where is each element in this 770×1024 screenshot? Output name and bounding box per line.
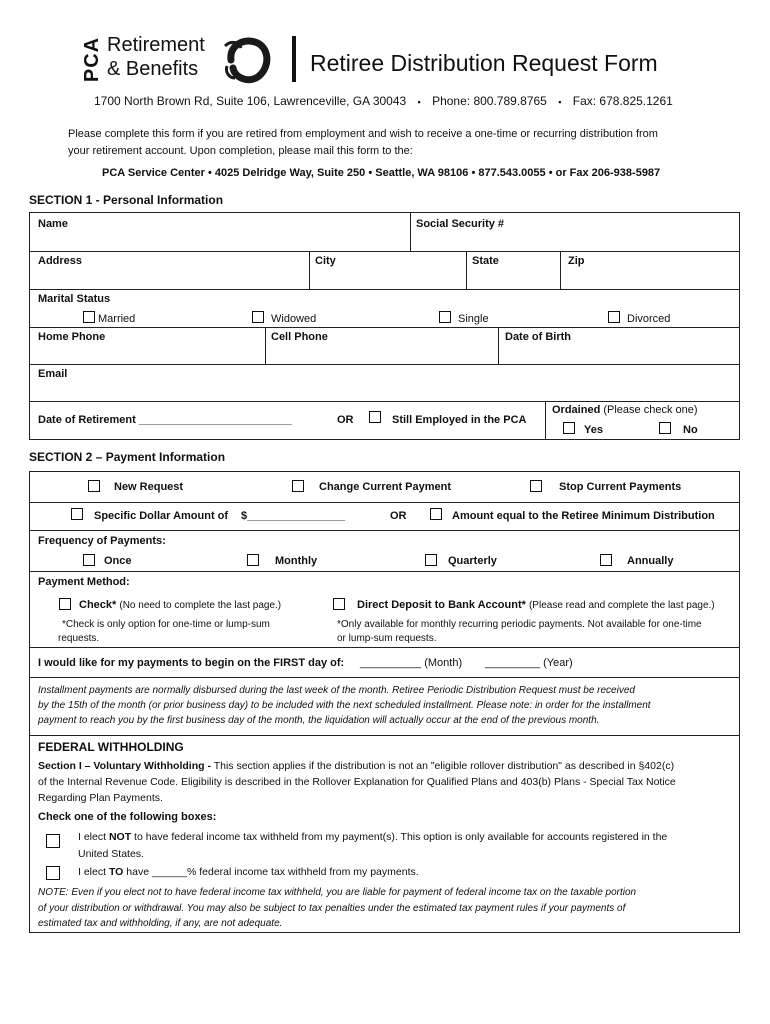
label-once: Once — [104, 555, 132, 567]
checkbox-monthly[interactable] — [247, 554, 259, 566]
opt1-post: to have federal income tax withheld from my payment(s). This option is only available for accounts registered in the — [131, 831, 668, 843]
label-direct-deposit — [357, 599, 715, 611]
checkbox-divorced[interactable] — [608, 311, 620, 323]
checkbox-elect-not-withhold[interactable] — [46, 834, 60, 848]
checkbox-direct-deposit[interactable] — [333, 598, 345, 610]
checkbox-single[interactable] — [439, 311, 451, 323]
label-ssn: Social Security # — [416, 218, 505, 230]
label-or: OR — [337, 414, 354, 426]
opt2-to: TO — [108, 866, 124, 878]
section1-heading: SECTION 1 - Personal Information — [29, 193, 224, 207]
label-stop-current: Stop Current Payments — [559, 481, 682, 493]
contact-phone: Phone: 800.789.8765 — [432, 94, 547, 108]
label-rmd: Amount equal to the Retiree Minimum Distribution — [452, 510, 715, 522]
input-state[interactable] — [468, 268, 558, 288]
input-ssn[interactable] — [412, 230, 738, 250]
label-address: Address — [38, 255, 83, 267]
label-marital-status: Marital Status — [38, 293, 111, 305]
label-divorced: Divorced — [627, 313, 671, 325]
federal-section1-line1 — [38, 760, 674, 772]
section2-heading: SECTION 2 – Payment Information — [29, 450, 226, 464]
federal-section1-line3: Regarding Plan Payments. — [38, 792, 163, 804]
input-dob[interactable] — [500, 344, 738, 363]
dd-footnote-line2: or lump-sum requests. — [337, 633, 437, 644]
dd-footnote-line1: *Only available for monthly recurring periodic payments. Not available for one-time — [337, 619, 702, 630]
mail-to-address: PCA Service Center • 4025 Delridge Way, Suite 250 • Seattle, WA 98106 • 877.543.0055 • or Fax 206-938-5987 — [102, 167, 661, 179]
contact-line — [94, 94, 673, 108]
checkbox-still-employed[interactable] — [369, 411, 381, 423]
option-not-withhold-line1 — [78, 831, 667, 843]
federal-section1-text1: This section applies if the distribution is not an "eligible rollover distribution" as described in §402(c) — [213, 760, 675, 772]
check-footnote-line2: requests. — [58, 633, 100, 644]
federal-section1-line2: of the Internal Revenue Code. Eligibility is described in the Rollover Explanation for Qualified Plans and 403(b) Plans - Special Tax Notice — [38, 776, 676, 788]
installment-note-line1: Installment payments are normally disbursed during the last week of the month. Retiree Periodic Distribution Request must be received — [38, 685, 635, 696]
input-home-phone[interactable] — [30, 344, 263, 363]
federal-section1-title: Section I – Voluntary Withholding - — [38, 760, 211, 772]
input-zip[interactable] — [562, 268, 738, 288]
label-state: State — [472, 255, 499, 267]
contact-separator: ▪ — [417, 97, 421, 107]
checkbox-check[interactable] — [59, 598, 71, 610]
label-date-of-retirement: Date of Retirement _________________________ — [38, 414, 292, 426]
label-dd-note: (Please read and complete the last page.) — [528, 600, 715, 611]
checkbox-elect-withhold[interactable] — [46, 866, 60, 880]
label-frequency: Frequency of Payments: — [38, 535, 166, 547]
label-check — [79, 599, 281, 611]
label-still-employed: Still Employed in the PCA — [392, 414, 527, 426]
federal-heading: FEDERAL WITHHOLDING — [38, 740, 184, 754]
checkbox-ordained-yes[interactable] — [563, 422, 575, 434]
input-dollar-amount[interactable]: $________________ — [241, 510, 346, 522]
form-title: Retiree Distribution Request Form — [310, 50, 658, 76]
label-dob: Date of Birth — [505, 331, 571, 343]
input-name[interactable] — [30, 230, 408, 250]
label-change-current: Change Current Payment — [319, 481, 452, 493]
checkbox-rmd[interactable] — [430, 508, 442, 520]
label-quarterly: Quarterly — [448, 555, 497, 567]
logo — [80, 34, 280, 84]
label-city: City — [315, 255, 336, 267]
label-begin: I would like for my payments to begin on the FIRST day of: — [38, 657, 345, 669]
check-footnote-line1: *Check is only option for one-time or lump-sum — [62, 619, 270, 630]
label-widowed: Widowed — [271, 313, 317, 325]
header-divider — [292, 36, 296, 82]
label-check-note: (No need to complete the last page.) — [119, 600, 282, 611]
label-email: Email — [38, 368, 68, 380]
input-city[interactable] — [311, 268, 464, 288]
intro-text-line1: Please complete this form if you are retired from employment and wish to receive a one-time or recurring distribution from — [68, 128, 658, 140]
label-home-phone: Home Phone — [38, 331, 106, 343]
label-ordained — [552, 404, 698, 416]
logo-name-line2: & Benefits — [107, 58, 199, 80]
opt2-pre: I elect — [78, 866, 109, 878]
label-yes: Yes — [584, 424, 603, 436]
checkbox-specific-dollar[interactable] — [71, 508, 83, 520]
input-address[interactable] — [30, 268, 307, 288]
label-specific-dollar: Specific Dollar Amount of — [94, 510, 229, 522]
intro-text-line2: your retirement account. Upon completion, please mail this form to the: — [68, 145, 413, 157]
checkbox-annually[interactable] — [600, 554, 612, 566]
federal-note-line1: NOTE: Even if you elect not to have federal income tax withheld, you are liable for payment of federal income tax on the taxable portion — [38, 887, 637, 898]
logo-name-line1: Retirement — [107, 34, 205, 56]
checkbox-married[interactable] — [83, 311, 95, 323]
contact-separator: ▪ — [558, 97, 562, 107]
label-no: No — [683, 424, 698, 436]
checkbox-ordained-no[interactable] — [659, 422, 671, 434]
input-year[interactable]: _________ (Year) — [485, 657, 573, 669]
installment-note-line3: payment to reach you by the first business day of the month, the liquidation will actually occur at the end of the previous month. — [38, 715, 600, 726]
label-or-amount: OR — [390, 510, 407, 522]
label-cell-phone: Cell Phone — [271, 331, 328, 343]
logo-emblem-icon — [223, 36, 275, 84]
option-withhold — [78, 866, 419, 878]
label-ordained-note: (Please check one) — [603, 404, 698, 416]
checkbox-quarterly[interactable] — [425, 554, 437, 566]
opt2-post: have ______% federal income tax withheld from my payments. — [123, 866, 419, 878]
label-monthly: Monthly — [275, 555, 318, 567]
label-check-text: Check* — [79, 599, 117, 611]
label-zip: Zip — [568, 255, 585, 267]
label-single: Single — [458, 313, 489, 325]
federal-note-line2: of your distribution or withdrawal. You may also be subject to tax penalties under the estimated tax payment rules if your payments of — [38, 903, 626, 914]
opt1-not: NOT — [108, 831, 132, 843]
option-not-withhold-line2: United States. — [78, 848, 144, 860]
checkbox-once[interactable] — [83, 554, 95, 566]
contact-address: 1700 North Brown Rd, Suite 106, Lawrenceville, GA 30043 — [94, 94, 407, 108]
federal-note-line3: estimated tax and withholding, if any, are not adequate. — [38, 918, 283, 929]
label-direct-deposit-text: Direct Deposit to Bank Account* — [357, 599, 526, 611]
contact-fax: Fax: 678.825.1261 — [572, 94, 673, 108]
label-annually: Annually — [627, 555, 674, 567]
checkbox-stop-current[interactable] — [530, 480, 542, 492]
input-email[interactable] — [30, 381, 738, 400]
label-name: Name — [38, 218, 68, 230]
opt1-pre: I elect — [78, 831, 109, 843]
checkbox-change-current[interactable] — [292, 480, 304, 492]
logo-abbrev: PCA — [81, 36, 104, 83]
label-new-request: New Request — [114, 481, 184, 493]
label-check-one: Check one of the following boxes: — [38, 811, 217, 823]
input-cell-phone[interactable] — [267, 344, 496, 363]
checkbox-widowed[interactable] — [252, 311, 264, 323]
input-month[interactable]: __________ (Month) — [360, 657, 463, 669]
label-married: Married — [98, 313, 136, 325]
checkbox-new-request[interactable] — [88, 480, 100, 492]
label-payment-method: Payment Method: — [38, 576, 130, 588]
label-ordained-text: Ordained — [552, 404, 601, 416]
installment-note-line2: by the 15th of the month (or prior business day) to be included with the next scheduled installment. Please note: in order for the installment — [38, 700, 651, 711]
